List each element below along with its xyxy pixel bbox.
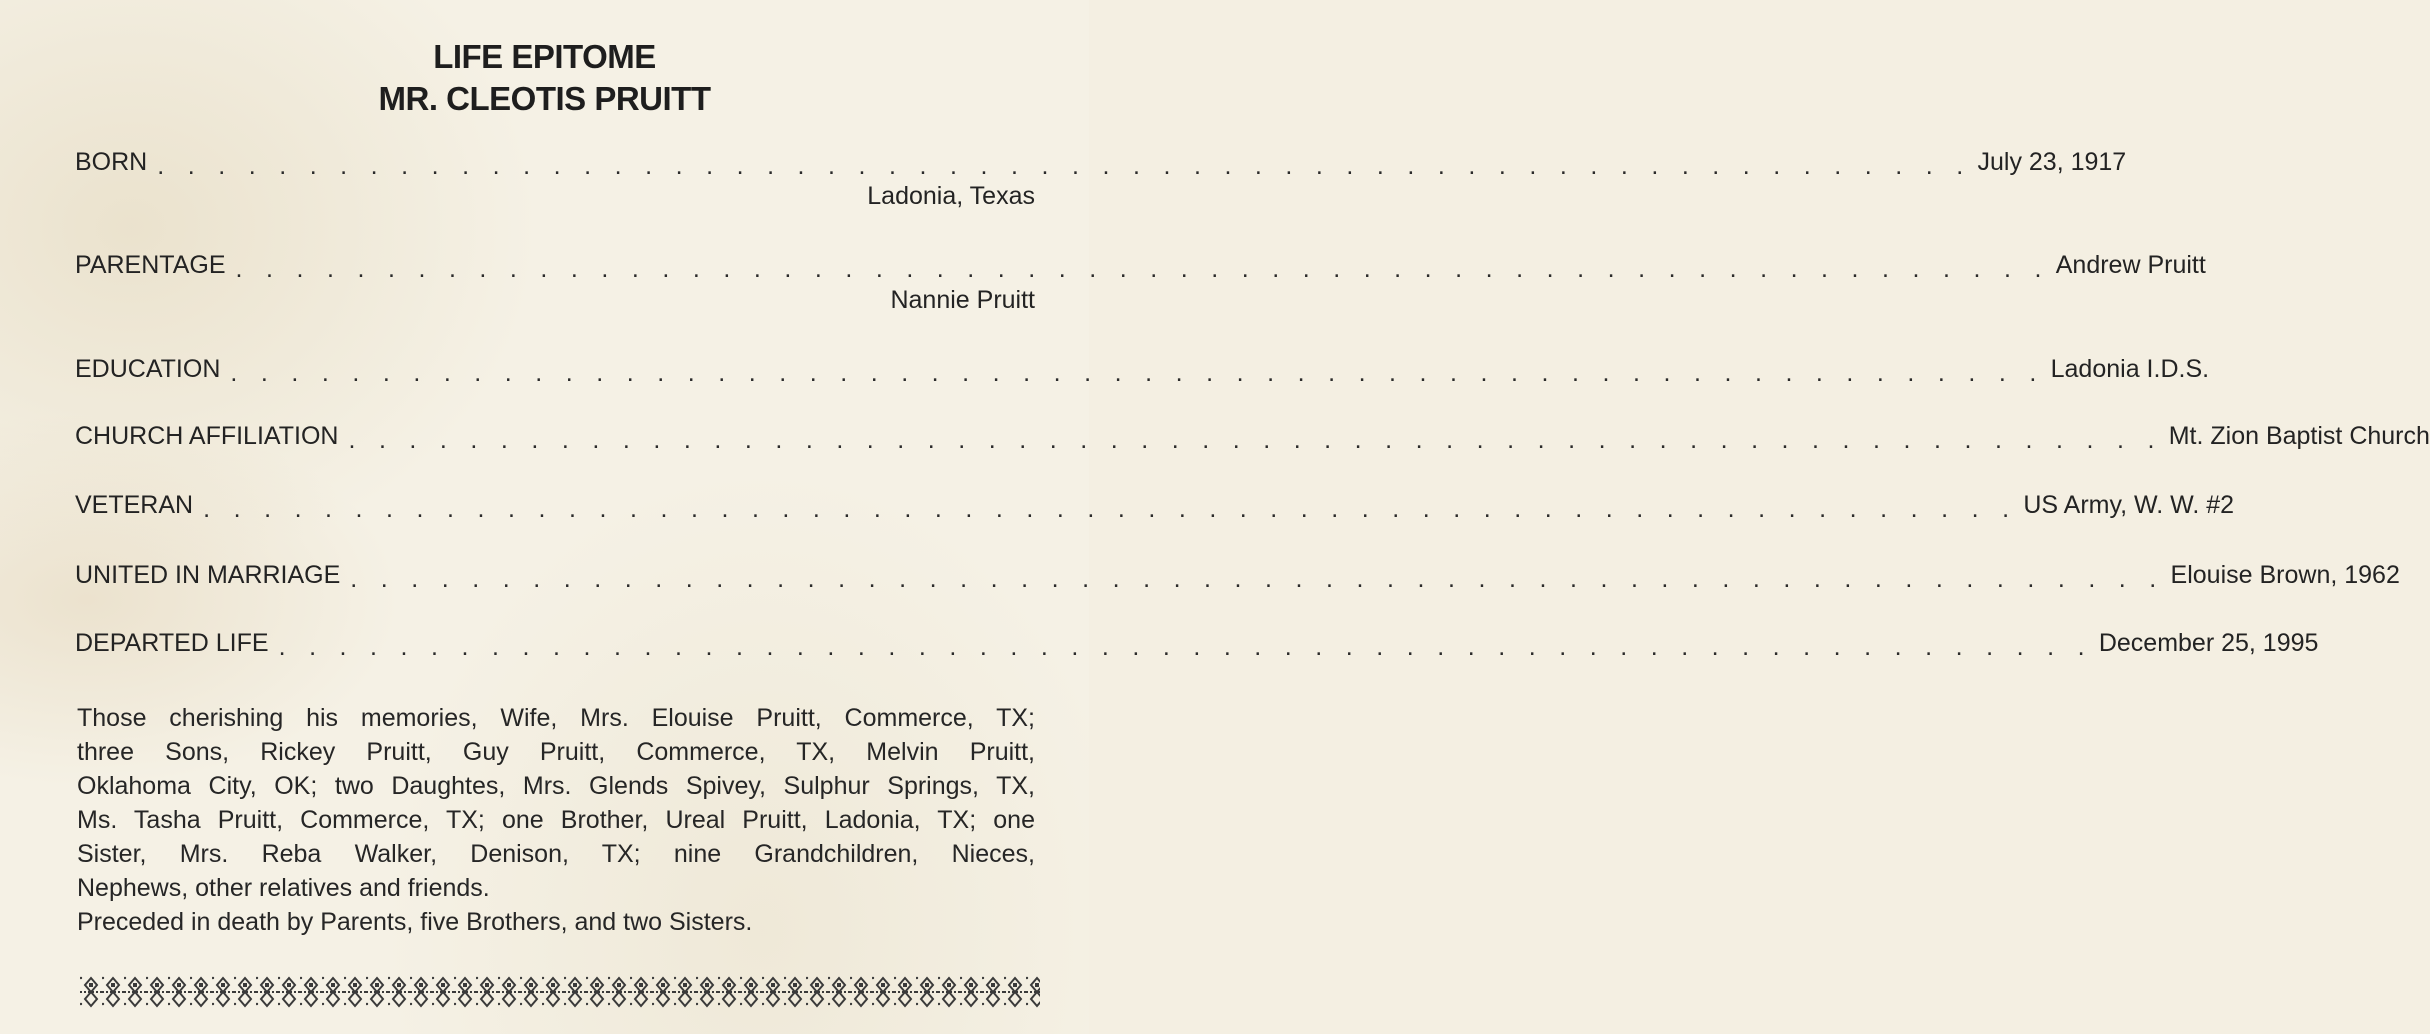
preceded-in-death-line: Preceded in death by Parents, five Brothers, and two Sisters. bbox=[77, 908, 753, 936]
deceased-name: MR. CLEOTIS PRUITT bbox=[378, 80, 711, 117]
entry-parentage bbox=[75, 249, 2206, 289]
entry-label: CHURCH AFFILIATION bbox=[75, 422, 339, 450]
entry-label: UNITED IN MARRIAGE bbox=[75, 561, 341, 589]
entry-value: July 23, 1917 bbox=[1977, 148, 2127, 176]
paragraph-line: three Sons, Rickey Pruitt, Guy Pruitt, Commerce, TX, Melvin Pruitt, bbox=[77, 738, 1035, 766]
paragraph-line: Oklahoma City, OK; two Daughtes, Mrs. Glends Spivey, Sulphur Springs, TX, bbox=[77, 772, 1035, 800]
dot-leader: . . . . . . . . . . . . . . . . . . . . . . . . . . . . . . . . . . . . . . . . . . . . . . . . . . . . . . . . . . . . bbox=[230, 359, 2045, 387]
paragraph-line: Nephews, other relatives and friends. bbox=[77, 874, 490, 902]
entry-value: Andrew Pruitt bbox=[2055, 251, 2206, 279]
entry-departed-life bbox=[75, 627, 2319, 667]
entry-label: VETERAN bbox=[75, 491, 194, 519]
page-title: LIFE EPITOME bbox=[433, 38, 656, 75]
dot-leader: . . . . . . . . . . . . . . . . . . . . . . . . . . . . . . . . . . . . . . . . . . . . . . . . . . . . . . . . . . . . bbox=[348, 426, 2163, 454]
entry-value: US Army, W. W. #2 bbox=[2023, 491, 2235, 519]
entry-value: Mt. Zion Baptist Church bbox=[2168, 422, 2430, 450]
dot-leader: . . . . . . . . . . . . . . . . . . . . . . . . . . . . . . . . . . . . . . . . . . . . . . . . . . . . . . . . . . . . bbox=[235, 255, 2050, 283]
entry-value: Elouise Brown, 1962 bbox=[2170, 561, 2400, 589]
entry-label: EDUCATION bbox=[75, 355, 221, 383]
entry-value: Ladonia I.D.S. bbox=[2050, 355, 2210, 383]
survivors-paragraph bbox=[77, 701, 1035, 939]
entry-value-secondary: Ladonia, Texas bbox=[867, 182, 1035, 210]
dot-leader: . . . . . . . . . . . . . . . . . . . . . . . . . . . . . . . . . . . . . . . . . . . . . . . . . . . . . . . . . . . . bbox=[157, 152, 1972, 180]
entry-label: DEPARTED LIFE bbox=[75, 629, 269, 657]
entry-value: December 25, 1995 bbox=[2098, 629, 2319, 657]
paragraph-line: Sister, Mrs. Reba Walker, Denison, TX; nine Grandchildren, Nieces, bbox=[77, 840, 1035, 868]
entry-label: PARENTAGE bbox=[75, 251, 226, 279]
entry-value-secondary: Nannie Pruitt bbox=[890, 286, 1035, 314]
paragraph-line: Those cherishing his memories, Wife, Mrs. Elouise Pruitt, Commerce, TX; bbox=[77, 704, 1035, 732]
dot-leader: . . . . . . . . . . . . . . . . . . . . . . . . . . . . . . . . . . . . . . . . . . . . . . . . . . . . . . . . . . . . bbox=[350, 565, 2165, 593]
entry-veteran bbox=[75, 489, 2235, 529]
entry-education bbox=[75, 353, 2210, 393]
entry-church-affiliation bbox=[75, 420, 2430, 460]
entry-label: BORN bbox=[75, 148, 148, 176]
dot-leader: . . . . . . . . . . . . . . . . . . . . . . . . . . . . . . . . . . . . . . . . . . . . . . . . . . . . . . . . . . . . bbox=[278, 633, 2093, 661]
decorative-border bbox=[80, 974, 1040, 1008]
dot-leader: . . . . . . . . . . . . . . . . . . . . . . . . . . . . . . . . . . . . . . . . . . . . . . . . . . . . . . . . . . . . bbox=[203, 495, 2018, 523]
entry-united-in-marriage bbox=[75, 559, 2400, 599]
paragraph-line: Ms. Tasha Pruitt, Commerce, TX; one Brother, Ureal Pruitt, Ladonia, TX; one bbox=[77, 806, 1035, 834]
